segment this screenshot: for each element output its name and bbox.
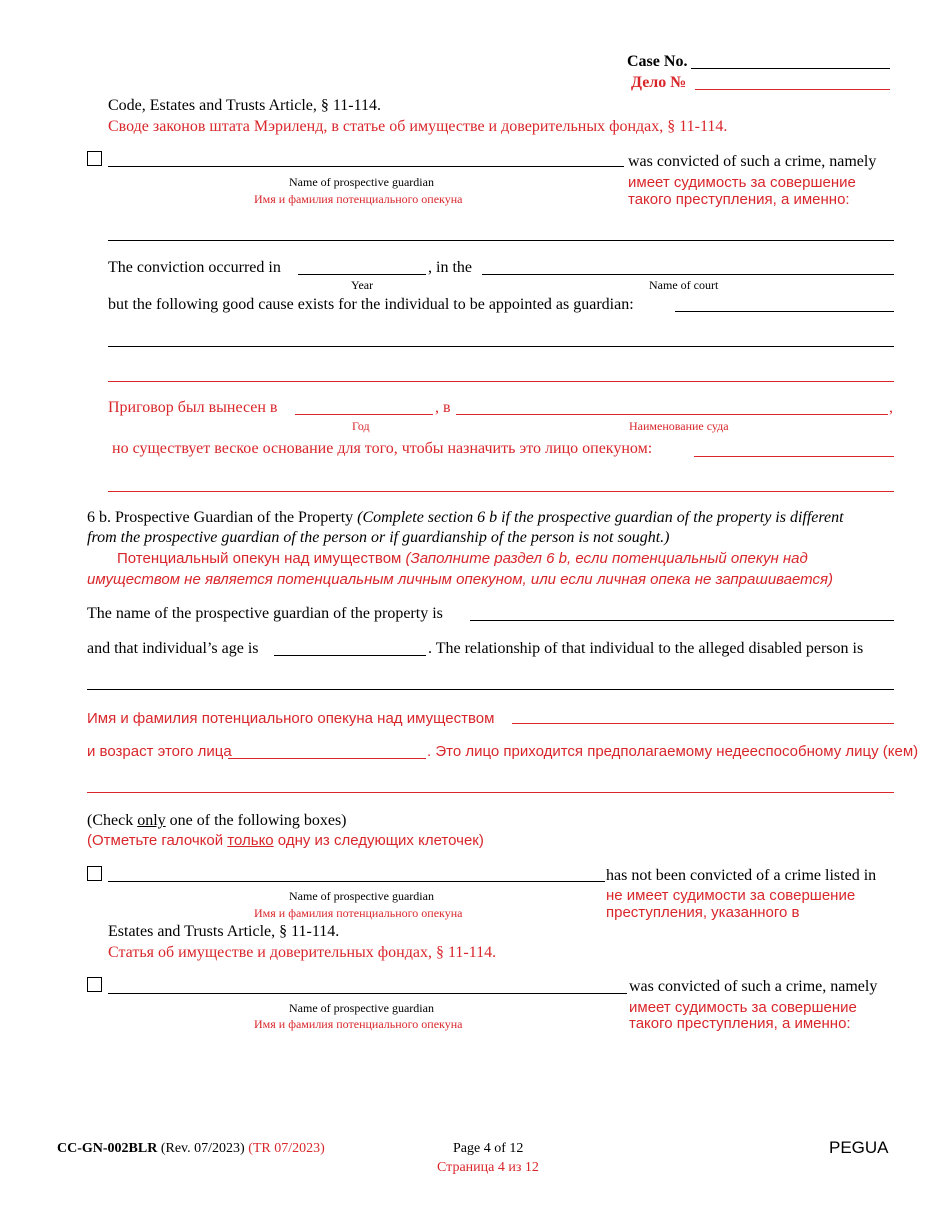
year-label-ru: Год [352, 419, 370, 433]
good-cause-field-ru-2[interactable] [694, 456, 894, 457]
convicted-text-a: was convicted of such a crime, namely [628, 153, 877, 170]
section-6b-heading: 6 b. Prospective Guardian of the Property (Complete section 6 b if the prospective guardian of the property is different [87, 509, 844, 526]
good-cause-field[interactable] [675, 311, 894, 312]
not-convicted-text-ru-1: не имеет судимости за совершение [606, 887, 856, 904]
good-cause-field-ru-1[interactable] [108, 381, 894, 382]
property-guardian-name-text-ru: Имя и фамилия потенциального опекуна над имуществом [87, 710, 495, 727]
property-guardian-age-field-ru[interactable] [228, 758, 426, 759]
property-guardian-name-text: The name of the prospective guardian of the property is [87, 605, 443, 622]
property-guardian-age-field[interactable] [274, 655, 426, 656]
good-cause-field-ru-3[interactable] [108, 491, 894, 492]
convicted-text-ru-b-1: имеет судимость за совершение [629, 999, 857, 1016]
guardian-name-label-ru-c: Имя и фамилия потенциального опекуна [254, 1017, 463, 1031]
good-cause-text: but the following good cause exists for the individual to be appointed as guardian: [108, 296, 634, 313]
comma-ru: , [889, 399, 893, 416]
case-no-label: Case No. [627, 53, 688, 70]
crime-description-field[interactable] [108, 240, 894, 241]
footer-code: PEGUA [829, 1138, 889, 1157]
case-no-field[interactable] [691, 68, 890, 69]
not-convicted-text-ru-2: преступления, указанного в [606, 904, 800, 921]
year-label: Year [351, 278, 374, 292]
relationship-field-ru[interactable] [87, 792, 894, 793]
not-convicted-text: has not been convicted of a crime listed in [606, 867, 877, 884]
relationship-text-ru: . Это лицо приходится предполагаемому недееспособному лицу (кем) [427, 743, 919, 760]
conviction-year-field-ru[interactable] [295, 414, 433, 415]
not-convicted-article: Estates and Trusts Article, § 11-114. [108, 923, 340, 940]
guardian-name-field-c[interactable] [108, 993, 627, 994]
convicted-text-ru-a-2: такого преступления, а именно: [628, 191, 850, 208]
conviction-year-field[interactable] [298, 274, 426, 275]
check-instruction: (Check only one of the following boxes) [87, 812, 347, 829]
conviction-occurred-text: The conviction occurred in [108, 259, 281, 276]
guardian-name-label-b: Name of prospective guardian [289, 889, 434, 903]
convicted-text-ru-b-2: такого преступления, а именно: [629, 1015, 851, 1032]
convicted-text-ru-a-1: имеет судимость за совершение [628, 174, 856, 191]
property-guardian-age-text-ru: и возраст этого лица [87, 743, 232, 760]
article-text: Code, Estates and Trusts Article, § 11-114. [108, 97, 382, 114]
in-text-ru: , в [435, 399, 451, 416]
article-text-ru: Своде законов штата Мэриленд, в статье об имуществе и доверительных фондах, § 11-114. [108, 118, 728, 135]
court-name-field[interactable] [482, 274, 894, 275]
property-guardian-age-text: and that individual’s age is [87, 640, 259, 657]
section-6b-heading-ru: Потенциальный опекун над имуществом (Заполните раздел 6 b, если потенциальный опекун над [117, 550, 808, 567]
convicted-checkbox-a[interactable] [87, 151, 102, 166]
relationship-text: . The relationship of that individual to the alleged disabled person is [428, 640, 864, 657]
court-name-field-ru[interactable] [456, 414, 888, 415]
guardian-name-label-c: Name of prospective guardian [289, 1001, 434, 1015]
good-cause-text-ru: но существует веское основание для того, чтобы назначить это лицо опекуном: [112, 440, 653, 457]
in-the-text: , in the [428, 259, 472, 276]
not-convicted-article-ru: Статья об имуществе и доверительных фондах, § 11-114. [108, 944, 497, 961]
conviction-occurred-text-ru: Приговор был вынесен в [108, 399, 278, 416]
guardian-name-label-ru-a: Имя и фамилия потенциального опекуна [254, 192, 463, 206]
check-instruction-ru: (Отметьте галочкой только одну из следующих клеточек) [87, 832, 484, 849]
convicted-text-b: was convicted of such a crime, namely [629, 978, 878, 995]
guardian-name-label-ru-b: Имя и фамилия потенциального опекуна [254, 906, 463, 920]
good-cause-field-2[interactable] [108, 346, 894, 347]
not-convicted-checkbox[interactable] [87, 866, 102, 881]
case-no-field-ru[interactable] [695, 89, 890, 90]
court-label: Name of court [649, 278, 719, 292]
section-6b-instruction-2: from the prospective guardian of the person or if guardianship of the person is not sought.) [87, 529, 670, 546]
footer-page: Page 4 of 12 [453, 1141, 524, 1156]
property-guardian-name-field[interactable] [470, 620, 894, 621]
guardian-name-field-b[interactable] [108, 881, 605, 882]
case-no-label-ru: Дело № [631, 74, 687, 91]
property-guardian-name-field-ru[interactable] [512, 723, 894, 724]
footer-page-ru: Страница 4 из 12 [437, 1160, 539, 1175]
relationship-field[interactable] [87, 689, 894, 690]
footer-form-id: CC-GN-002BLR (Rev. 07/2023) (TR 07/2023) [57, 1141, 325, 1156]
convicted-checkbox-b[interactable] [87, 977, 102, 992]
guardian-name-label-a: Name of prospective guardian [289, 175, 434, 189]
court-label-ru: Наименование суда [629, 419, 729, 433]
section-6b-instruction-ru-2: имуществом не является потенциальным личным опекуном, или если личная опека не запрашивается) [87, 571, 834, 588]
guardian-name-field-a[interactable] [108, 166, 624, 167]
